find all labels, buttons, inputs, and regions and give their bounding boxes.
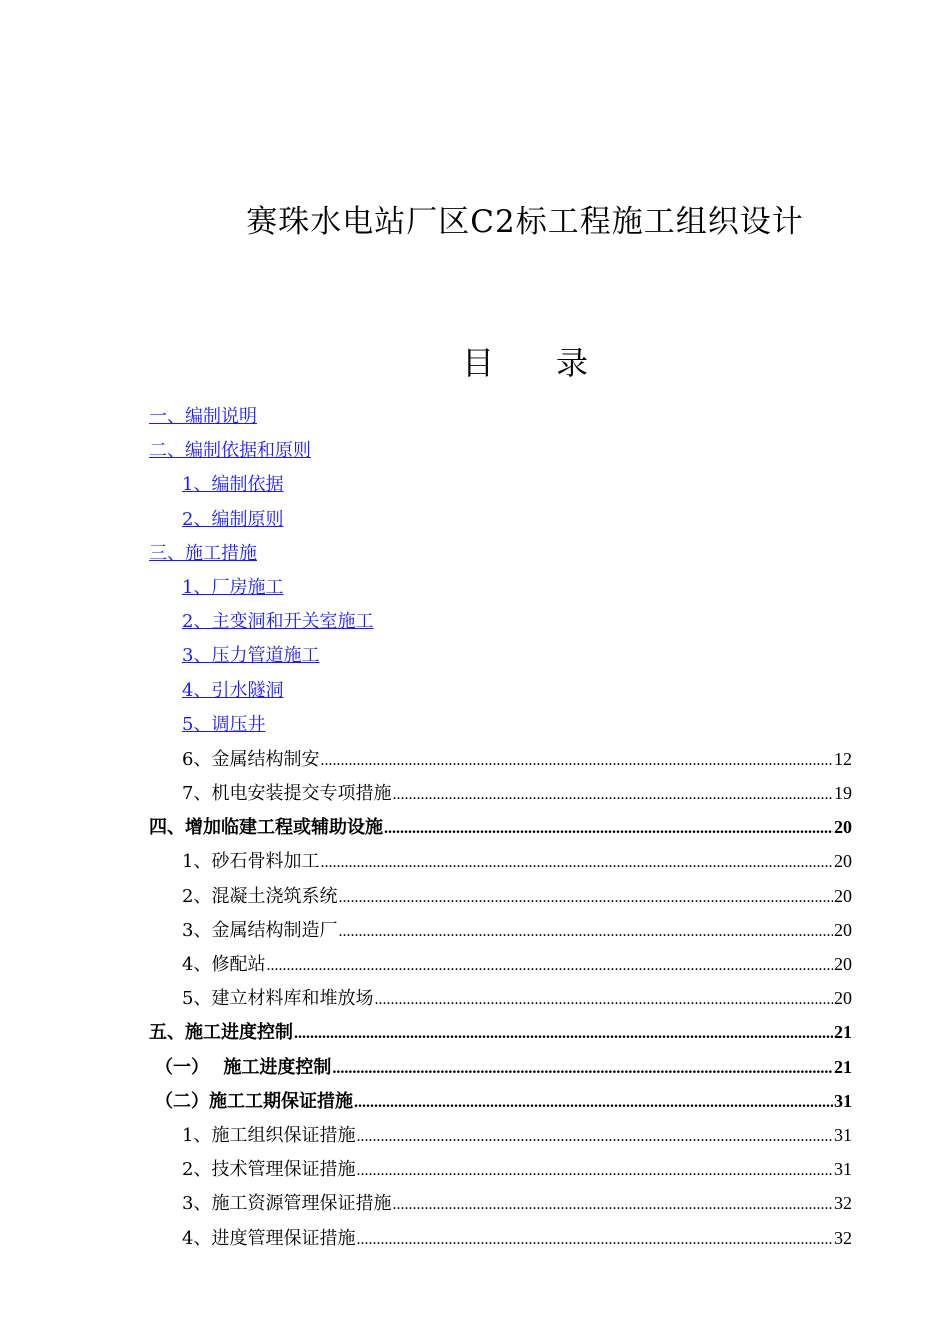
toc-page-number: 32	[834, 1227, 852, 1248]
toc-entry-label: 1、施工组织保证措施	[182, 1124, 356, 1146]
toc-page-number: 31	[834, 1159, 852, 1180]
toc-page-number: 12	[834, 748, 852, 769]
document-title: 赛珠水电站厂区C2标工程施工组织设计	[246, 204, 804, 240]
toc-link-construction-measures[interactable]: 三、施工措施	[149, 542, 257, 564]
toc-entry[interactable]	[155, 1050, 950, 1084]
toc-page-number: 21	[834, 1022, 852, 1043]
toc-entry[interactable]	[182, 947, 950, 981]
toc-heading: 目录	[462, 344, 651, 382]
toc-entry[interactable]	[149, 1015, 950, 1049]
toc-entry	[182, 708, 950, 742]
toc-entry-label: 2、混凝土浇筑系统	[182, 885, 338, 907]
toc-entry-label: 四、增加临建工程或辅助设施	[149, 817, 383, 839]
dot-leader	[392, 1187, 833, 1222]
toc-entry-prefix: （一）	[155, 1056, 209, 1078]
toc-entry-label: 6、金属结构制安	[182, 748, 320, 770]
toc-page-number: 20	[834, 919, 852, 940]
dot-leader	[338, 914, 833, 949]
table-of-contents	[0, 400, 950, 1255]
toc-link-powerhouse[interactable]: 1、厂房施工	[182, 576, 284, 598]
dot-leader	[320, 743, 833, 778]
toc-page-number: 20	[834, 885, 852, 906]
toc-page-number: 20	[834, 817, 852, 838]
toc-entry	[149, 400, 950, 434]
toc-entry-label: 4、修配站	[182, 954, 266, 975]
toc-page-number: 32	[834, 1193, 852, 1214]
toc-entry[interactable]	[182, 1186, 950, 1220]
toc-entry-label: 5、建立材料库和堆放场	[182, 988, 374, 1010]
dot-leader	[332, 1051, 833, 1086]
toc-entry	[182, 639, 950, 673]
toc-entry[interactable]	[182, 844, 950, 878]
toc-page-number: 20	[834, 851, 852, 872]
dot-leader	[356, 1153, 833, 1188]
toc-link-transformer-cavern[interactable]: 2、主变洞和开关室施工	[182, 611, 374, 633]
dot-leader	[354, 1085, 833, 1120]
toc-entry	[182, 674, 950, 708]
dot-leader	[338, 880, 833, 915]
toc-page-number: 21	[834, 1056, 852, 1077]
toc-entry[interactable]	[182, 1152, 950, 1186]
dot-leader	[294, 1016, 833, 1051]
dot-leader	[266, 948, 833, 983]
toc-entry-label: 1、砂石骨料加工	[182, 851, 320, 873]
toc-entry-label: 五、施工进度控制	[149, 1022, 293, 1044]
toc-entry-label: 3、施工资源管理保证措施	[182, 1193, 392, 1215]
toc-entry[interactable]	[182, 879, 950, 913]
toc-entry	[149, 537, 950, 571]
toc-page-number: 19	[834, 783, 852, 804]
toc-page-number: 20	[834, 954, 852, 974]
toc-entry[interactable]	[149, 810, 950, 844]
dot-leader	[384, 811, 833, 846]
toc-link-compilation-notes[interactable]: 一、编制说明	[149, 406, 257, 427]
toc-entry	[182, 503, 950, 537]
toc-page-number: 20	[834, 988, 852, 1009]
toc-page-number: 31	[834, 1090, 852, 1111]
toc-entry-label: 2、技术管理保证措施	[182, 1159, 356, 1181]
dot-leader	[374, 982, 833, 1017]
toc-entry[interactable]	[182, 1118, 950, 1152]
toc-link-basis-and-principles[interactable]: 二、编制依据和原则	[149, 440, 311, 462]
toc-entry[interactable]	[182, 913, 950, 947]
toc-entry-label: 7、机电安装提交专项措施	[182, 783, 392, 805]
toc-entry-label: 施工进度控制	[223, 1056, 332, 1078]
toc-entry[interactable]	[182, 981, 950, 1015]
toc-entry[interactable]	[182, 1221, 950, 1255]
dot-leader	[356, 1222, 833, 1257]
toc-entry	[149, 434, 950, 468]
toc-link-compilation-principles[interactable]: 2、编制原则	[182, 508, 284, 530]
toc-entry[interactable]	[182, 776, 950, 810]
toc-entry-label: 4、进度管理保证措施	[182, 1227, 356, 1249]
toc-entry	[182, 468, 950, 502]
toc-link-diversion-tunnel[interactable]: 4、引水隧洞	[182, 679, 284, 701]
dot-leader	[320, 845, 833, 880]
toc-link-penstock[interactable]: 3、压力管道施工	[182, 645, 320, 667]
toc-entry[interactable]	[182, 742, 950, 776]
toc-entry	[182, 605, 950, 639]
toc-entry	[182, 571, 950, 605]
toc-entry[interactable]	[155, 1084, 950, 1118]
dot-leader	[392, 777, 833, 812]
toc-link-compilation-basis[interactable]: 1、编制依据	[182, 474, 284, 496]
toc-entry-label: （二）施工工期保证措施	[155, 1090, 353, 1112]
toc-entry-label: 3、金属结构制造厂	[182, 919, 338, 941]
toc-link-surge-shaft[interactable]: 5、调压井	[182, 713, 266, 735]
toc-page-number: 31	[834, 1124, 852, 1145]
dot-leader	[356, 1119, 833, 1154]
